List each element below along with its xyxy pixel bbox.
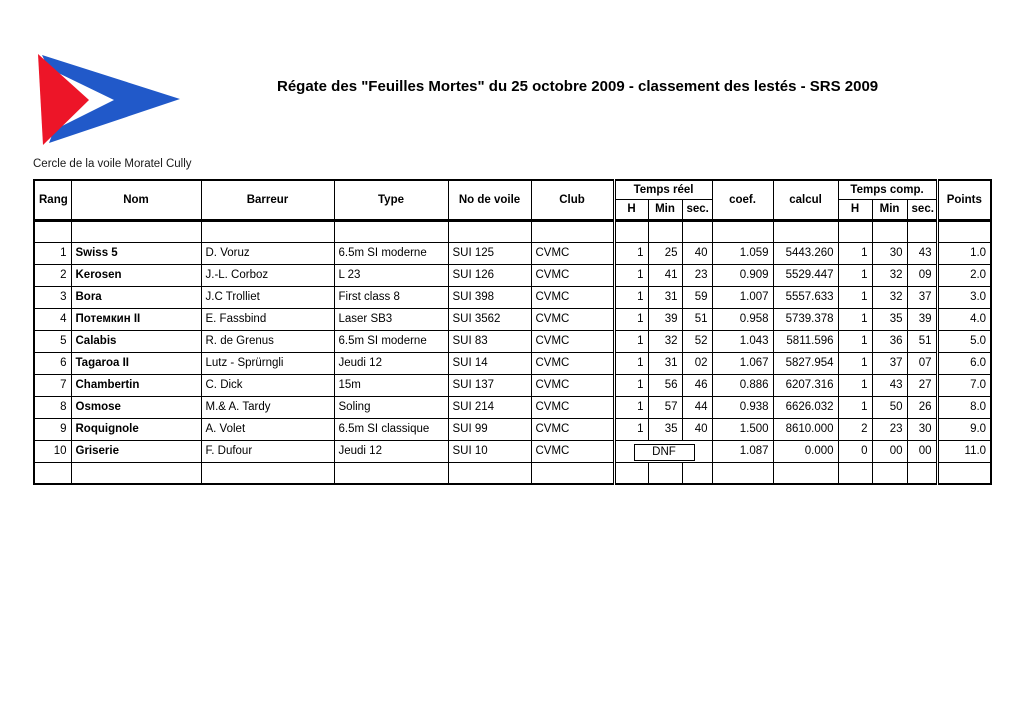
empty-cell	[648, 220, 682, 242]
empty-cell	[614, 220, 648, 242]
header-reel-min: Min	[648, 199, 682, 220]
cell-coef: 1.067	[712, 352, 773, 374]
cell-min: 31	[648, 352, 682, 374]
cell-sec2: 51	[907, 330, 937, 352]
table-row	[34, 396, 991, 418]
empty-cell	[937, 462, 991, 484]
cell-coef: 1.007	[712, 286, 773, 308]
cell-points: 11.0	[937, 440, 991, 462]
cell-sec: 02	[682, 352, 712, 374]
cell-voile: SUI 125	[448, 242, 531, 264]
cell-club: CVMC	[531, 374, 614, 396]
table-row	[34, 352, 991, 374]
header-calcul: calcul	[773, 180, 838, 220]
cell-h2: 1	[838, 330, 872, 352]
cell-sec2: 37	[907, 286, 937, 308]
table-row	[34, 374, 991, 396]
cell-type: 6.5m SI classique	[334, 418, 448, 440]
cell-calcul: 5827.954	[773, 352, 838, 374]
cell-sec: 40	[682, 418, 712, 440]
cell-min: 57	[648, 396, 682, 418]
empty-cell	[773, 462, 838, 484]
cell-voile: SUI 126	[448, 264, 531, 286]
header-temps-comp: Temps comp.	[838, 180, 937, 199]
table-row	[34, 242, 991, 264]
empty-cell	[838, 220, 872, 242]
cell-points: 6.0	[937, 352, 991, 374]
empty-cell	[34, 462, 71, 484]
cell-coef: 0.938	[712, 396, 773, 418]
spacer-row	[34, 220, 991, 242]
header-points: Points	[937, 180, 991, 220]
cell-nom: Kerosen	[71, 264, 201, 286]
cell-barreur: R. de Grenus	[201, 330, 334, 352]
cell-nom: Roquignole	[71, 418, 201, 440]
cell-h2: 1	[838, 308, 872, 330]
header-comp-h: H	[838, 199, 872, 220]
empty-cell	[531, 462, 614, 484]
cell-type: Jeudi 12	[334, 440, 448, 462]
empty-cell	[648, 462, 682, 484]
header-comp-min: Min	[872, 199, 907, 220]
cell-type: Soling	[334, 396, 448, 418]
cell-type: Laser SB3	[334, 308, 448, 330]
cell-calcul: 5557.633	[773, 286, 838, 308]
table-row	[34, 264, 991, 286]
cell-h: 1	[614, 286, 648, 308]
cell-club: CVMC	[531, 352, 614, 374]
cell-min: 32	[648, 330, 682, 352]
empty-cell	[838, 462, 872, 484]
header-reel-h: H	[614, 199, 648, 220]
cell-voile: SUI 14	[448, 352, 531, 374]
empty-cell	[334, 462, 448, 484]
cell-min: 25	[648, 242, 682, 264]
header-row-groups	[34, 180, 991, 199]
cell-rang: 7	[34, 374, 71, 396]
cell-points: 7.0	[937, 374, 991, 396]
cell-coef: 1.043	[712, 330, 773, 352]
empty-cell	[614, 462, 648, 484]
cell-nom: Tagaroa II	[71, 352, 201, 374]
cell-rang: 3	[34, 286, 71, 308]
cell-barreur: Lutz - Sprürngli	[201, 352, 334, 374]
cell-sec: 51	[682, 308, 712, 330]
cell-h2: 0	[838, 440, 872, 462]
cell-h: 1	[614, 308, 648, 330]
empty-cell	[872, 220, 907, 242]
cell-voile: SUI 99	[448, 418, 531, 440]
cell-rang: 8	[34, 396, 71, 418]
cell-min: 41	[648, 264, 682, 286]
cell-coef: 0.909	[712, 264, 773, 286]
empty-cell	[907, 462, 937, 484]
cell-h: 1	[614, 374, 648, 396]
cell-rang: 1	[34, 242, 71, 264]
cell-voile: SUI 83	[448, 330, 531, 352]
cell-club: CVMC	[531, 242, 614, 264]
cell-rang: 6	[34, 352, 71, 374]
cell-h: 1	[614, 418, 648, 440]
cell-barreur: J.C Trolliet	[201, 286, 334, 308]
empty-cell	[682, 220, 712, 242]
header-voile: No de voile	[448, 180, 531, 220]
cell-h2: 1	[838, 352, 872, 374]
cell-min: 35	[648, 418, 682, 440]
table-row	[34, 286, 991, 308]
empty-cell	[531, 220, 614, 242]
cell-min: 39	[648, 308, 682, 330]
cell-type: Jeudi 12	[334, 352, 448, 374]
empty-cell	[201, 462, 334, 484]
cell-type: 6.5m SI moderne	[334, 242, 448, 264]
empty-cell	[71, 462, 201, 484]
empty-cell	[34, 220, 71, 242]
cell-coef: 0.886	[712, 374, 773, 396]
cell-nom: Osmose	[71, 396, 201, 418]
cell-h: 1	[614, 396, 648, 418]
cell-points: 9.0	[937, 418, 991, 440]
cell-type: First class 8	[334, 286, 448, 308]
cell-type: 6.5m SI moderne	[334, 330, 448, 352]
cell-nom: Swiss 5	[71, 242, 201, 264]
cell-min2: 23	[872, 418, 907, 440]
cell-min2: 35	[872, 308, 907, 330]
cell-voile: SUI 398	[448, 286, 531, 308]
cell-h: 1	[614, 352, 648, 374]
cell-min2: 00	[872, 440, 907, 462]
header-temps-reel: Temps réel	[614, 180, 712, 199]
cell-barreur: J.-L. Corboz	[201, 264, 334, 286]
cell-h2: 1	[838, 286, 872, 308]
cell-min2: 50	[872, 396, 907, 418]
cell-sec: 44	[682, 396, 712, 418]
cell-type: 15m	[334, 374, 448, 396]
empty-cell	[712, 462, 773, 484]
cell-sec: 40	[682, 242, 712, 264]
cell-club: CVMC	[531, 330, 614, 352]
cell-rang: 5	[34, 330, 71, 352]
spacer-row	[34, 462, 991, 484]
table-row	[34, 440, 991, 462]
header-rang: Rang	[34, 180, 71, 220]
cell-club: CVMC	[531, 396, 614, 418]
cell-sec2: 00	[907, 440, 937, 462]
header-coef: coef.	[712, 180, 773, 220]
header-barreur: Barreur	[201, 180, 334, 220]
cell-type: L 23	[334, 264, 448, 286]
table-row	[34, 330, 991, 352]
cell-h2: 1	[838, 242, 872, 264]
empty-cell	[712, 220, 773, 242]
cell-sec2: 30	[907, 418, 937, 440]
empty-cell	[334, 220, 448, 242]
cell-min2: 32	[872, 264, 907, 286]
cell-rang: 9	[34, 418, 71, 440]
header-comp-sec: sec.	[907, 199, 937, 220]
cell-sec: 52	[682, 330, 712, 352]
empty-cell	[907, 220, 937, 242]
cell-calcul: 5529.447	[773, 264, 838, 286]
cell-rang: 2	[34, 264, 71, 286]
cell-coef: 1.059	[712, 242, 773, 264]
cell-sec2: 39	[907, 308, 937, 330]
cell-calcul: 6207.316	[773, 374, 838, 396]
cell-rang: 10	[34, 440, 71, 462]
cell-calcul: 5443.260	[773, 242, 838, 264]
cell-club: CVMC	[531, 440, 614, 462]
cell-nom: Chambertin	[71, 374, 201, 396]
cell-nom: Griserie	[71, 440, 201, 462]
cell-points: 5.0	[937, 330, 991, 352]
cell-barreur: D. Voruz	[201, 242, 334, 264]
cell-nom: Потемкин II	[71, 308, 201, 330]
cell-barreur: M.& A. Tardy	[201, 396, 334, 418]
empty-cell	[201, 220, 334, 242]
cell-sec: 46	[682, 374, 712, 396]
empty-cell	[71, 220, 201, 242]
results-header	[34, 180, 991, 220]
cell-points: 8.0	[937, 396, 991, 418]
cell-barreur: E. Fassbind	[201, 308, 334, 330]
cell-min2: 43	[872, 374, 907, 396]
cell-coef: 0.958	[712, 308, 773, 330]
cell-sec2: 26	[907, 396, 937, 418]
cell-calcul: 0.000	[773, 440, 838, 462]
cell-sec: 23	[682, 264, 712, 286]
cell-nom: Calabis	[71, 330, 201, 352]
cell-barreur: C. Dick	[201, 374, 334, 396]
cell-club: CVMC	[531, 286, 614, 308]
cell-club: CVMC	[531, 308, 614, 330]
cell-sec2: 43	[907, 242, 937, 264]
cell-min: 31	[648, 286, 682, 308]
page-title: Régate des "Feuilles Mortes" du 25 octobre 2009 - classement des lestés - SRS 2009	[277, 78, 879, 95]
results-table	[33, 179, 992, 485]
table-row	[34, 418, 991, 440]
cell-h2: 1	[838, 396, 872, 418]
cell-voile: SUI 3562	[448, 308, 531, 330]
empty-cell	[448, 220, 531, 242]
header-reel-sec: sec.	[682, 199, 712, 220]
cell-h: 1	[614, 264, 648, 286]
cell-h2: 2	[838, 418, 872, 440]
cell-calcul: 6626.032	[773, 396, 838, 418]
cell-points: 4.0	[937, 308, 991, 330]
header-type: Type	[334, 180, 448, 220]
cell-h2: 1	[838, 374, 872, 396]
cell-min2: 30	[872, 242, 907, 264]
cell-sec: 59	[682, 286, 712, 308]
cell-h2: 1	[838, 264, 872, 286]
cell-barreur: A. Volet	[201, 418, 334, 440]
cell-coef: 1.087	[712, 440, 773, 462]
cell-points: 3.0	[937, 286, 991, 308]
cell-nom: Bora	[71, 286, 201, 308]
cell-min: 56	[648, 374, 682, 396]
cell-voile: SUI 214	[448, 396, 531, 418]
cell-h: 1	[614, 330, 648, 352]
cell-sec2: 27	[907, 374, 937, 396]
cell-calcul: 5739.378	[773, 308, 838, 330]
cell-voile: SUI 137	[448, 374, 531, 396]
cell-barreur: F. Dufour	[201, 440, 334, 462]
cell-calcul: 5811.596	[773, 330, 838, 352]
header-club: Club	[531, 180, 614, 220]
club-name: Cercle de la voile Moratel Cully	[33, 158, 192, 170]
cell-coef: 1.500	[712, 418, 773, 440]
cell-club: CVMC	[531, 264, 614, 286]
header-nom: Nom	[71, 180, 201, 220]
cell-calcul: 8610.000	[773, 418, 838, 440]
cell-min2: 37	[872, 352, 907, 374]
empty-cell	[872, 462, 907, 484]
cell-sec2: 07	[907, 352, 937, 374]
cell-sec2: 09	[907, 264, 937, 286]
dnf-cell	[614, 440, 712, 462]
cell-points: 1.0	[937, 242, 991, 264]
cell-voile: SUI 10	[448, 440, 531, 462]
table-row	[34, 308, 991, 330]
cell-club: CVMC	[531, 418, 614, 440]
empty-cell	[682, 462, 712, 484]
cell-points: 2.0	[937, 264, 991, 286]
results-tbody	[34, 220, 991, 484]
cell-min2: 36	[872, 330, 907, 352]
empty-cell	[448, 462, 531, 484]
empty-cell	[773, 220, 838, 242]
cell-min2: 32	[872, 286, 907, 308]
club-burgee-logo	[35, 53, 185, 148]
cell-rang: 4	[34, 308, 71, 330]
cell-h: 1	[614, 242, 648, 264]
empty-cell	[937, 220, 991, 242]
dnf-box: DNF	[634, 444, 695, 461]
